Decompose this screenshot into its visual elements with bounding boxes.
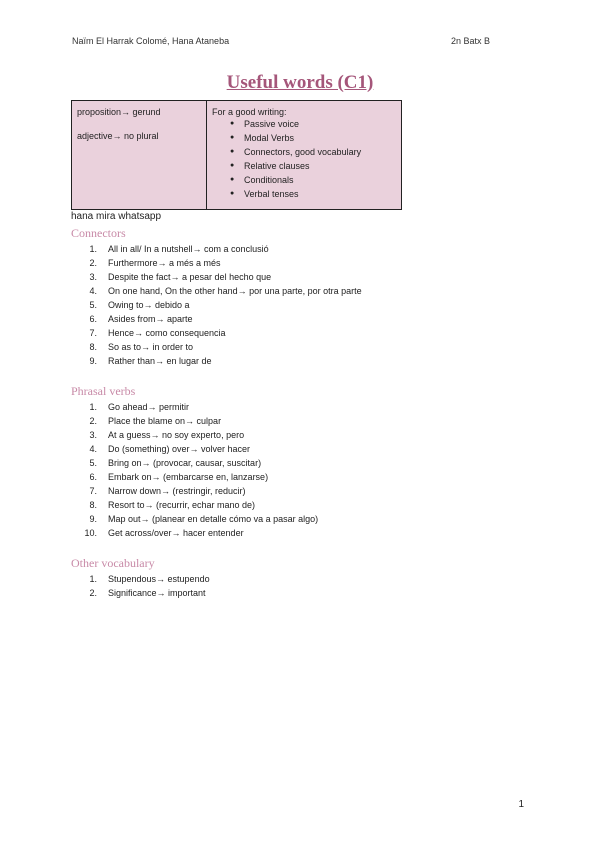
writing-tip: ● Relative clauses <box>244 161 396 175</box>
summary-table <box>71 100 402 210</box>
section-heading-other-vocabulary: Other vocabulary <box>71 556 155 570</box>
list-item: 2. Significance→ important <box>89 588 206 598</box>
list-item: 2. Furthermore→ a més a més <box>89 258 221 268</box>
writing-tips-list <box>212 119 396 203</box>
writing-tip: ● Passive voice <box>244 119 396 133</box>
list-item: 2. Place the blame on→ culpar <box>89 416 222 426</box>
page-title: Useful words (C1) <box>226 72 374 93</box>
list-item: 1. Go ahead→ permitir <box>89 402 190 412</box>
list-item: 4. On one hand, On the other hand→ por una parte, por otra parte <box>89 286 362 296</box>
list-item: 5. Owing to→ debido a <box>89 300 190 310</box>
connectors-list <box>72 242 362 368</box>
list-item: 10. Get across/over→ hacer entender <box>84 528 244 538</box>
section-heading-connectors: Connectors <box>71 226 126 240</box>
header-class: 2n Batx B <box>450 36 490 46</box>
writing-tip: ● Connectors, good vocabulary <box>244 147 396 161</box>
page-number: 1 <box>518 799 524 810</box>
writing-tip: ● Conditionals <box>244 175 396 189</box>
header-authors: Naïm El Harrak Colomé, Hana Ataneba <box>72 36 230 46</box>
list-item: 7. Narrow down→ (restringir, reducir) <box>89 486 246 496</box>
list-item: 9. Rather than→ en lugar de <box>89 356 212 366</box>
list-item: 8. Resort to→ (recurrir, echar mano de) <box>89 500 256 510</box>
list-item: 9. Map out→ (planear en detalle cómo va a pasar algo) <box>89 514 319 524</box>
list-item: 3. At a guess→ no soy experto, pero <box>89 430 245 440</box>
list-item: 6. Asides from→ aparte <box>89 314 193 324</box>
writing-tip: ● Modal Verbs <box>244 133 396 147</box>
grammar-rules-cell <box>72 101 207 210</box>
other-vocabulary-list <box>72 572 210 600</box>
list-item: 5. Bring on→ (provocar, causar, suscitar) <box>89 458 262 468</box>
list-item: 7. Hence→ como consequencia <box>89 328 226 338</box>
writing-tips-heading: For a good writing: <box>212 107 287 117</box>
list-item: 6. Embark on→ (embarcarse en, lanzarse) <box>89 472 269 482</box>
list-item: 8. So as to→ in order to <box>89 342 194 352</box>
note-text: hana mira whatsapp <box>71 211 162 222</box>
list-item: 3. Despite the fact→ a pesar del hecho que <box>89 272 272 282</box>
list-item: 1. Stupendous→ estupendo <box>89 574 210 584</box>
list-item: 1. All in all/ In a nutshell→ com a conclusió <box>89 244 269 254</box>
phrasal-verbs-list <box>72 400 318 540</box>
section-heading-phrasal-verbs: Phrasal verbs <box>71 384 136 398</box>
list-item: 4. Do (something) over→ volver hacer <box>89 444 251 454</box>
rule-item: adjective→ no plural <box>77 131 159 141</box>
writing-tips-cell <box>207 101 402 210</box>
rule-item: proposition→ gerund <box>77 107 161 117</box>
writing-tip: ● Verbal tenses <box>244 189 396 203</box>
